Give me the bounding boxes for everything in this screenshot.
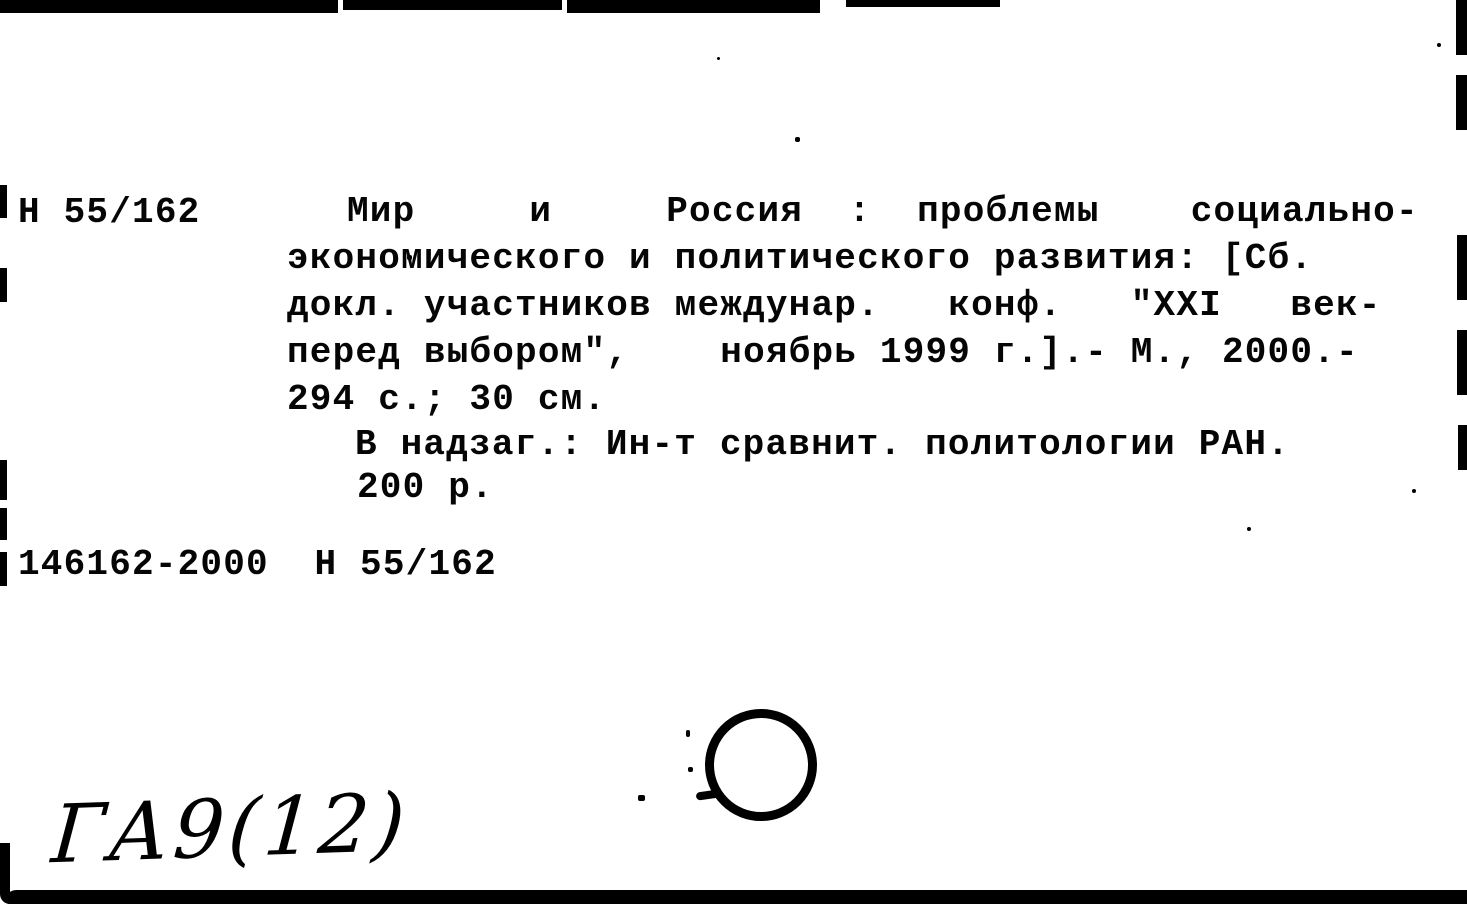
accession-line: 146162-2000 Н 55/162 xyxy=(18,544,497,585)
scan-border-top-segment xyxy=(846,0,1000,7)
scan-border-top-segment xyxy=(343,0,562,10)
handwritten-shelf-mark: ГА9(12) xyxy=(48,775,412,882)
scan-speck xyxy=(1247,527,1251,531)
scan-border-right-segment xyxy=(1457,235,1467,300)
scan-border-left-segment xyxy=(0,552,7,586)
hole-punch-mark xyxy=(705,709,817,821)
scan-border-left-segment xyxy=(0,460,7,500)
scan-border-right-segment xyxy=(1456,75,1467,130)
scan-border-left-segment xyxy=(0,185,7,218)
scan-border-left-segment xyxy=(0,508,7,540)
note-line: В надзаг.: Ин-т сравнит. политологии РАН. xyxy=(355,424,1290,465)
scan-speck xyxy=(688,767,693,772)
entry-line: Мир и Россия : проблемы социально- xyxy=(347,191,1419,232)
scan-border-top-segment xyxy=(567,0,820,13)
scan-border-top-segment xyxy=(0,0,338,13)
scan-border-right-segment xyxy=(1458,425,1467,470)
scan-border-left-segment xyxy=(0,268,7,302)
scan-speck xyxy=(717,57,720,60)
scan-speck xyxy=(795,137,800,142)
scan-speck xyxy=(1412,489,1416,493)
call-number: Н 55/162 xyxy=(18,192,201,233)
entry-line: экономического и политического развития: [Сб. xyxy=(287,238,1314,279)
entry-line: перед выбором", ноябрь 1999 г.].- М., 2000.- xyxy=(287,332,1359,373)
scan-speck xyxy=(1437,43,1441,47)
entry-line: докл. участников междунар. конф. "XXI век- xyxy=(287,285,1382,326)
note-line: 200 р. xyxy=(357,467,494,508)
scan-speck xyxy=(638,795,645,801)
entry-line: 294 с.; 30 см. xyxy=(287,379,607,420)
scan-speck xyxy=(686,730,690,737)
scan-border-bottom xyxy=(6,890,1467,904)
scan-border-right-segment xyxy=(1456,0,1467,55)
scan-border-right-segment xyxy=(1457,330,1467,395)
